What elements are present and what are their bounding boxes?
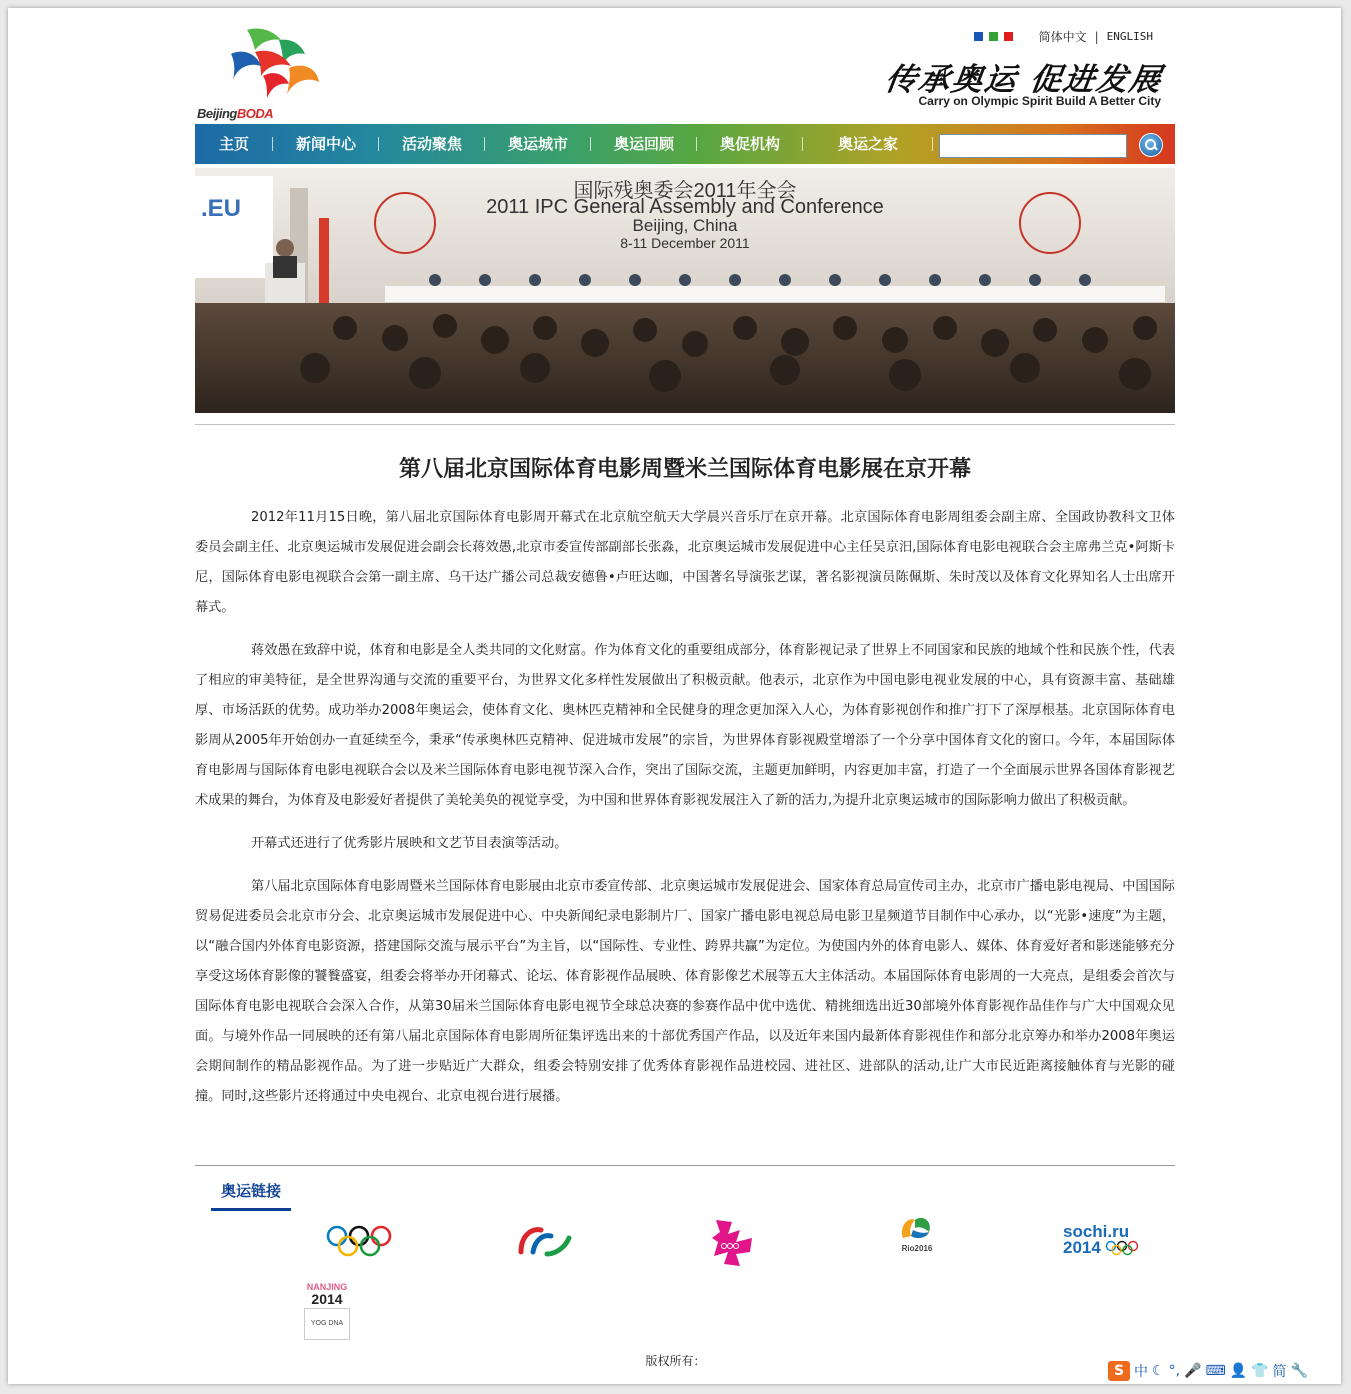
search-icon[interactable] (1139, 133, 1163, 157)
flag-green-square (989, 32, 998, 41)
nav-home[interactable]: 主页 (195, 124, 273, 164)
olympic-links-title: 奥运链接 (211, 1180, 291, 1211)
sochi-2014-text: sochi.ru (1063, 1222, 1130, 1241)
flag-red-square (1004, 32, 1013, 41)
nav-olympic-home[interactable]: 奥运之家 (803, 124, 933, 164)
flag-blue-square (974, 32, 983, 41)
sochi-2014-year: 2014 (1063, 1238, 1101, 1257)
site-header (195, 12, 1175, 124)
article-paragraph: 蒋效愚在致辞中说，体育和电影是全人类共同的文化财富。作为体育文化的重要组成部分，体育影视记录了世界上不同国家和民族的地域个性和民族个性，代表了相应的审美特征，是全世界沟通与交流的重要平台，为世界文化多样性发展做出了积极贡献。他表示，北京作为中国电影电视业发展的中心，具有资源丰富、基础雄厚、市场活跃的优势。成功举办2008年奥运会，使体育文化、奥林匹克精神和全民健身的理念更加深入人心，为体育影视创作和推广打下了深厚根基。北京国际体育电影周从2005年开始创办一直延续至今，秉承“传承奥林匹克精神、促进城市发展”的宗旨，为世界体育影视殿堂增添了一个分享中国体育文化的窗口。今年，本届国际体育电影周与国际体育电影电视联合会以及米兰国际体育电影电视节深入合作，突出了国际交流，主题更加鲜明，内容更加丰富，打造了一个全面展示世界各国体育影视艺术成果的舞台，为体育及电影爱好者提供了美轮美奂的视觉享受，为中国和世界体育影视发展注入了新的活力,为提升北京奥运城市的国际影响力做出了积极贡献。 (195, 643, 1175, 808)
nanjing-yog-badge: YOG DNA (304, 1308, 350, 1340)
banner-location: Beijing, China (632, 216, 738, 235)
sochi-2014-link[interactable] (1063, 1224, 1153, 1256)
main-nav (195, 124, 1175, 164)
sogou-ime-icon[interactable]: S (1108, 1361, 1130, 1381)
banner-title-cn: 国际残奥委会2011年全会 (573, 180, 797, 202)
ime-user-icon[interactable]: 👤 (1229, 1363, 1248, 1379)
copyright-footer: 版权所有： (645, 1354, 706, 1368)
article-paragraph: 开幕式还进行了优秀影片展映和文艺节目表演等活动。 (251, 836, 568, 851)
banner-image (195, 168, 1175, 413)
rio-2016-link[interactable] (893, 1210, 941, 1253)
nav-olympic-review[interactable]: 奥运回顾 (591, 124, 697, 164)
nanjing-2014-link[interactable] (303, 1282, 351, 1340)
nav-activities[interactable]: 活动聚焦 (379, 124, 485, 164)
logo-wordmark: BeijingBODA (197, 106, 274, 121)
dove-logo-icon (195, 24, 325, 106)
divider (195, 1165, 1175, 1166)
nanjing-2014-text: NANJING (306, 1282, 348, 1292)
slogan-chinese: 传承奥运 促进发展 (883, 62, 1166, 98)
banner-dates: 8-11 December 2011 (620, 235, 750, 251)
rio-2016-text: Rio2016 (901, 1244, 933, 1253)
article-paragraph: 第八届北京国际体育电影周暨米兰国际体育电影展由北京市委宣传部、北京奥运城市发展促进会、国家体育总局宣传司主办，北京市广播电影电视局、中国国际贸易促进委员会北京市分会、北京奥运城市发展促进中心、中央新闻纪录电影制片厂、国家广播电影电视总局电影卫星频道节目制作中心承办，以“光影•速度”为主题，以“融合国内外体育电影资源，搭建国际交流与展示平台”为主旨，以“国际性、专业性、跨界共赢”为定位。为使国内外的体育电影人、媒体、体育爱好者和影迷能够充分享受这场体育影像的饕餮盛宴，组委会将举办开闭幕式、论坛、体育影视作品展映、体育影像艺术展等五大主体活动。本届国际体育电影周的一大亮点，是组委会首次与国际体育电影电视联合会深入合作，从第30届米兰国际体育电影电视节全球总决赛的参赛作品中优中选优、精挑细选出近30部境外体育影视作品佳作与广大中国观众见面。与境外作品一同展映的还有第八届北京国际体育电影周所征集评选出来的十部优秀国产作品，以及近年来国内最新体育影视佳作和部分北京筹办和举办2008年奥运会期间制作的精品影视作品。为了进一步贴近广大群众，组委会特别安排了优秀体育影视作品进校园、进社区、进部队的活动,让广大市民近距离接触体育与光影的碰撞。同时,这些影片还将通过中央电视台、北京电视台进行展播。 (195, 879, 1175, 1104)
beijing-boda-logo[interactable] (195, 24, 325, 122)
london-2012-link[interactable] (710, 1218, 758, 1272)
olympic-rings-link[interactable] (325, 1224, 393, 1264)
ime-punctuation-icon[interactable]: °, (1168, 1363, 1181, 1379)
search-input[interactable] (939, 134, 1127, 158)
slogan-english: Carry on Olympic Spirit Build A Better City (918, 94, 1161, 108)
rio-2016-icon (893, 1210, 941, 1244)
ime-skin-icon[interactable]: 👕 (1251, 1363, 1269, 1379)
article-title: 第八届北京国际体育电影周暨米兰国际体育电影展在京开幕 (398, 456, 971, 482)
ime-settings-icon[interactable]: 🔧 (1290, 1363, 1308, 1379)
lang-separator: | (1094, 29, 1099, 44)
ime-mode-chinese[interactable]: 中 (1134, 1364, 1148, 1380)
lang-chinese-link[interactable]: 简体中文 (1038, 30, 1087, 44)
london-2012-icon (710, 1218, 758, 1268)
nav-news-center[interactable]: 新闻中心 (273, 124, 379, 164)
nav-organization[interactable]: 奥促机构 (697, 124, 803, 164)
ime-keyboard-icon[interactable]: ⌨ (1205, 1363, 1226, 1379)
ime-toolbar (1108, 1358, 1338, 1384)
sochi-rings-icon (1105, 1240, 1141, 1256)
banner-title-en: 2011 IPC General Assembly and Conference (486, 196, 884, 218)
paralympic-link[interactable] (515, 1222, 573, 1264)
paralympic-agitos-icon (515, 1222, 573, 1260)
ime-moon-icon[interactable]: ☾ (1152, 1363, 1165, 1379)
divider (195, 424, 1175, 425)
language-bar (974, 28, 1153, 45)
ime-microphone-icon[interactable]: 🎤 (1184, 1363, 1202, 1379)
article-paragraph: 2012年11月15日晚，第八届北京国际体育电影周开幕式在北京航空航天大学晨兴音乐厅在京开幕。北京国际体育电影周组委会副主席、全国政协教科文卫体委员会副主任、北京奥运城市发展促进会副会长蒋效愚,北京市委宣传部副部长张淼，北京奥运城市发展促进中心主任吴京汨,国际体育电影电视联合会主席弗兰克•阿斯卡尼，国际体育电影电视联合会第一副主席、乌干达广播公司总裁安德鲁•卢旺达咖，中国著名导演张艺谋，著名影视演员陈佩斯、朱时茂以及体育文化界知名人士出席开幕式。 (195, 510, 1175, 615)
olympic-rings-icon (325, 1224, 393, 1260)
article-body (195, 503, 1175, 1125)
lang-english-link[interactable]: ENGLISH (1106, 30, 1153, 43)
ime-simplified-toggle[interactable]: 简 (1272, 1364, 1287, 1380)
svg-text:.EU: .EU (201, 195, 242, 222)
nanjing-2014-year: 2014 (311, 1291, 343, 1307)
nav-olympic-city[interactable]: 奥运城市 (485, 124, 591, 164)
